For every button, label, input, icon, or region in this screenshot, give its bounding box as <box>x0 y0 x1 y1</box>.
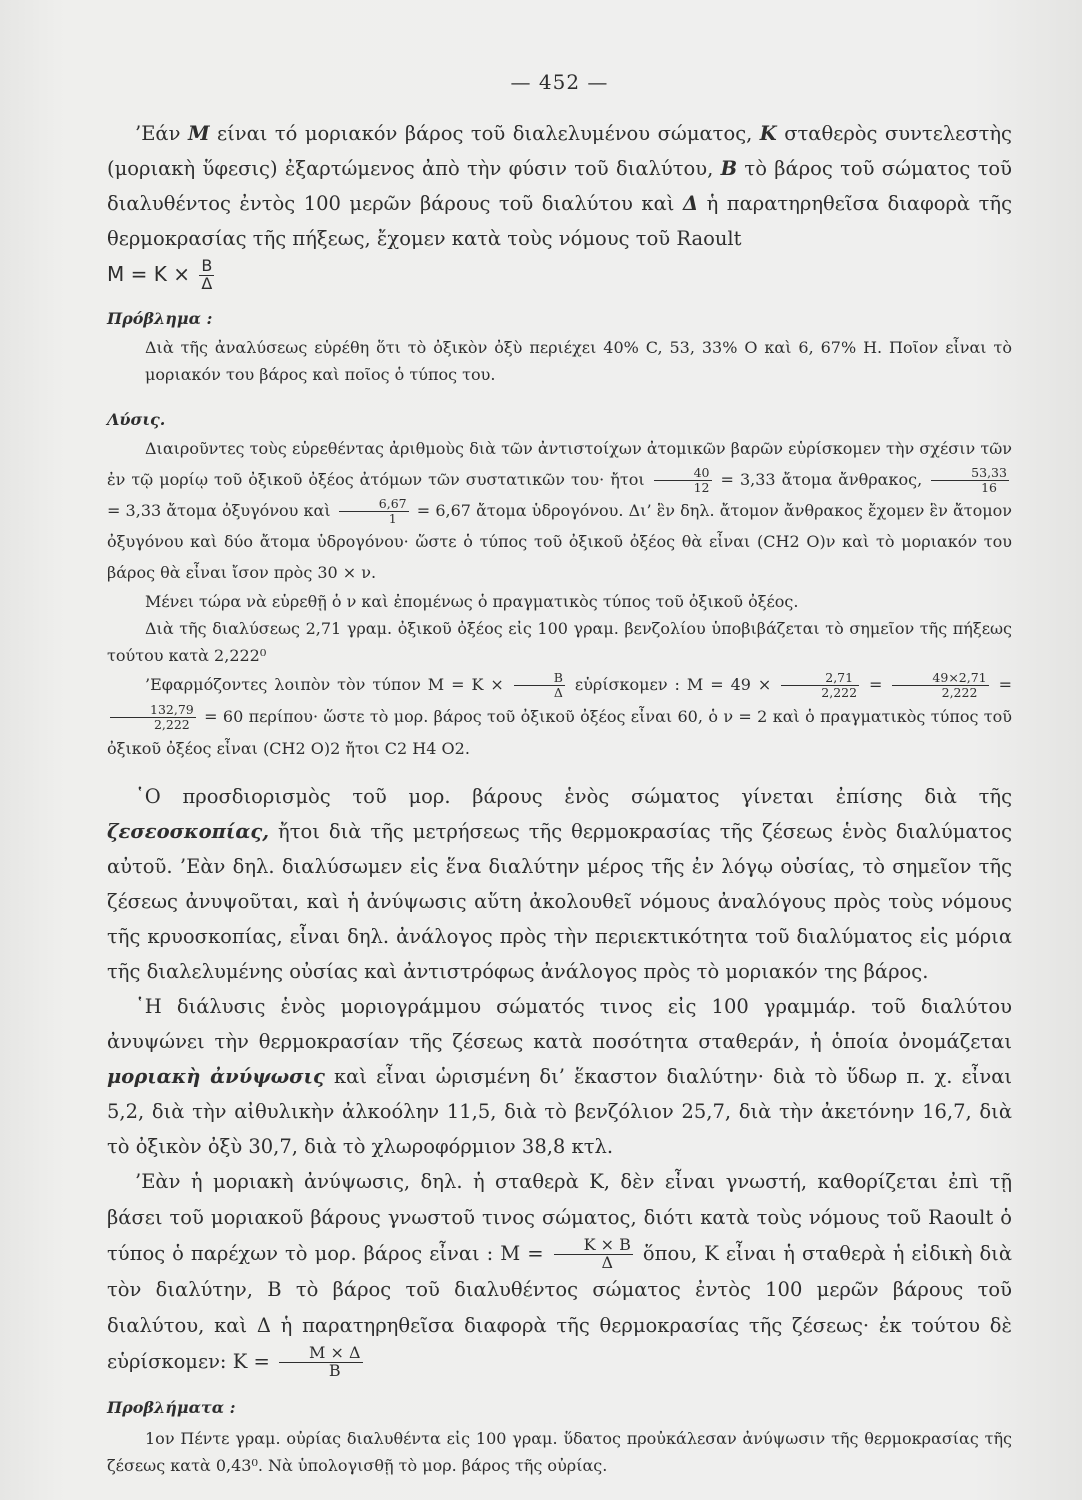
problem-1: 1ον Πέντε γραμ. οὐρίας διαλυθέντα εἰς 100 γραμ. ὕδατος προὐκάλεσαν ἀνύψωσιν τῆς θερμοκρασίας τῆς ζέσεως κατὰ 0,43⁰. Νὰ ὑπολογισθῇ τὸ μορ. βάρος τῆς οὐρίας. <box>107 1428 1012 1475</box>
problems-heading: Προβλήματα : <box>107 1397 236 1417</box>
solution-paragraph-2: Μένει τώρα νὰ εὑρεθῇ ὁ ν καὶ ἐπομένως ὁ πραγματικὸς τύπος τοῦ ὀξικοῦ ὀξέος. <box>145 591 799 611</box>
solution-paragraph-3: Διὰ τῆς διαλύσεως 2,71 γραμ. ὀξικοῦ ὀξέος εἰς 100 γραμ. βενζολίου ὑποβιβάζεται τὸ σημεῖον τῆς πήξεως τούτου κατὰ 2,222⁰ <box>107 618 1012 665</box>
solution-paragraph-4: ’Εφαρμόζοντες λοιπὸν τὸν τύπον M = K × $\frac{B}{\Delta}$ εὑρίσκομεν : M = 49 × $\frac{2,71}{2,222}$ = $\frac{49\times 2,71}{2,222}$ = $\frac{132,79}{2,222}$ = 60 περίπου· ὥστε τὸ μορ. βάρος τοῦ ὀξικοῦ ὀξέος εἶναι 60, ὁ ν = 2 καὶ ὁ πραγματικὸς τύπος τοῦ ὀξικοῦ ὀξέος εἶναι (CH2 O)2 ἤτοι C2 H4 O2. <box>107 670 1013 758</box>
ebullioscopy-paragraph-3: ’Εὰν ἡ μοριακὴ ἀνύψωσις, δηλ. ἡ σταθερὰ Κ, δὲν εἶναι γνωστή, καθορίζεται ἐπὶ τῇ βάσει τοῦ μοριακοῦ βάρους γνωστοῦ τινος σώματος, διότι κατὰ τοὺς νόμους τοῦ Raoult ὁ τύπος ὁ παρέχων τὸ μορ. βάρος εἶναι : M = $\frac{K \times B}{\Delta}$ ὅπου, K εἶναι ἡ σταθερὰ ἡ εἰδικὴ διὰ τὸν διαλύτην, B τὸ βάρος τοῦ διαλυθέντος σώματος ἐντὸς 100 μερῶν βάρους τοῦ διαλύτου, καὶ Δ ἡ παρατηρηθεῖσα διαφορὰ τῆς θερμοκρασίας τῆς ζέσεως· ἐκ τούτου δὲ εὑρίσκομεν: K = $\frac{M \times \Delta}{B}$ <box>107 1169 1012 1380</box>
page-number: — 452 — <box>510 70 609 94</box>
solution-paragraph-1: Διαιροῦντες τοὺς εὑρεθέντας ἀριθμοὺς διὰ τῶν ἀντιστοίχων ἀτομικῶν βαρῶν εὑρίσκομεν τὴν σχέσιν τῶν ἐν τῷ μορίῳ τοῦ ὀξικοῦ ὀξέος ἀτόμων τῶν συστατικῶν του· ἤτοι $\frac{40}{12}$ = 3,33 ἄτομα ἄνθρακος, $\frac{53,33}{16}$ = 3,33 ἄτομα ὀξυγόνου καὶ $\frac{6,67}{1}$ = 6,67 ἄτομα ὑδρογόνου. Δι’ ἓν δηλ. ἄτομον ἄνθρακος ἔχομεν ἓν ἄτομον ὀξυγόνου καὶ δύο ἄτομα ὑδρογόνου· ὥστε ὁ τύπος τοῦ ὀξικοῦ ὀξέος θὰ εἶναι (CH2 O)ν καὶ τὸ μοριακόν του βάρος θὰ εἶναι ἴσον πρὸς 30 × ν. <box>107 438 1013 582</box>
problem-text: Διὰ τῆς ἀναλύσεως εὑρέθη ὅτι τὸ ὀξικὸν ὀξὺ περιέχει 40% C, 53, 33% O καὶ 6, 67% H. Ποῖον εἶναι τὸ μοριακόν του βάρος καὶ ποῖος ὁ τύπος του. <box>145 337 1012 384</box>
raoult-formula: M = K × $\frac{B}{\Delta}$ <box>107 256 213 293</box>
intro-paragraph: ’Εάν M είναι τό μοριακόν βάρος τοῦ διαλελυμένου σώματος, K σταθερὸς συντελεστὴς (μοριακὴ ὕφεσις) ἐξαρτώμενος ἀπὸ τὴν φύσιν τοῦ διαλύτου, B τὸ βάρος τοῦ σώματος τοῦ διαλυθέντος ἐντὸς 100 μερῶν βάρους τοῦ διαλύτου καὶ Δ ἡ παρατηρηθεῖσα διαφορὰ τῆς θερμοκρασίας τῆς πήξεως, ἔχομεν κατὰ τοὺς νόμους τοῦ Raoult <box>107 122 1012 250</box>
ebullioscopy-paragraph-1: ῾Ο προσδιορισμὸς τοῦ μορ. βάρους ἑνὸς σώματος γίνεται ἐπίσης διὰ τῆς ζεσεοσκοπίας, ἤτοι διὰ τῆς μετρήσεως τῆς θερμοκρασίας τῆς ζέσεως ἑνὸς διαλύματος αὐτοῦ. ’Εὰν δηλ. διαλύσωμεν εἰς ἕνα διαλύτην μέρος τῆς ἐν λόγῳ οὐσίας, τὸ σημεῖον τῆς ζέσεως ἀνυψοῦται, καὶ ἡ ἀνύψωσις αὕτη ἀκολουθεῖ νόμους ἀναλόγους πρὸς τοὺς νόμους τῆς κρυοσκοπίας, εἶναι δηλ. ἀνάλογος πρὸς τὴν περιεκτικότητα τοῦ διαλύματος εἰς μόρια τῆς διαλελυμένης οὐσίας καὶ ἀντιστρόφως ἀνάλογος πρὸς τὸ μοριακόν της βάρος. <box>107 784 1012 983</box>
page-content <box>107 70 1012 1479</box>
ebullioscopy-paragraph-2: ῾Η διάλυσις ἑνὸς μοριογράμμου σώματός τινος εἰς 100 γραμμάρ. τοῦ διαλύτου ἀνυψώνει τὴν θερμοκρασίαν τῆς ζέσεως κατὰ ποσότητα σταθεράν, ἡ ὁποία ὀνομάζεται μοριακὴ ἀνύψωσις καὶ εἶναι ὡρισμένη δι’ ἕκαστον διαλύτην· διὰ τὸ ὕδωρ π. χ. εἶναι 5,2, διὰ τὴν αἰθυλικὴν ἀλκοόλην 11,5, διὰ τὸ βενζόλιον 25,7, διὰ τὴν ἀκετόνην 16,7, διὰ τὸ ὀξικὸν ὀξὺ 30,7, διὰ τὸ χλωροφόρμιον 38,8 κτλ. <box>107 994 1013 1158</box>
problem-heading: Πρόβλημα : <box>107 308 213 328</box>
solution-heading: Λύσις. <box>107 409 166 429</box>
